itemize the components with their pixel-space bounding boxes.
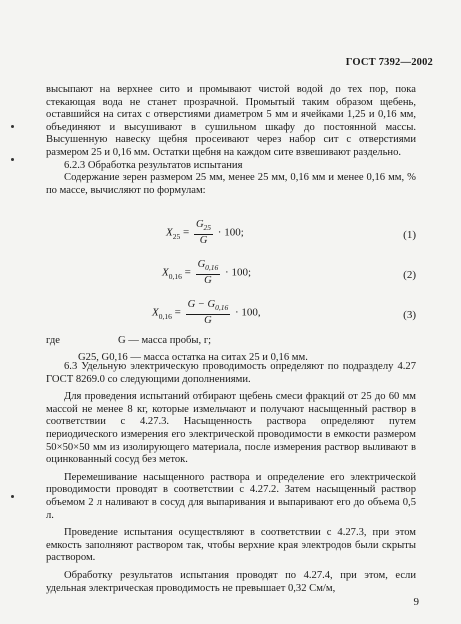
paragraph-result: Обработку результатов испытания проводят по 4.27.4, при этом, если удельная электрическая проводимость не превышает 0,32 См/м, [46,569,416,594]
fraction-denominator: G [199,235,208,247]
fraction-denominator: G [204,275,212,287]
formula-tail: · 100; [217,226,244,239]
where-row-g [46,335,416,348]
formula-lhs-sub: 0,16 [158,311,172,321]
paragraph-content: Содержание зерен размером 25 мм, менее 25 мм, 0,16 мм и менее 0,16 мм, % по массе, вычисляют по формулам: [46,172,416,196]
fraction-numerator-sub: 0,16 [205,263,219,273]
formula-fraction [196,259,221,287]
margin-mark [11,495,14,498]
formula-lhs: X [162,266,169,279]
formula-lhs: X [152,306,159,319]
formula-lhs-sub: 0,16 [168,271,182,281]
where-label: где [46,335,60,346]
definition-g25: G25, G0,16 — масса остатка на ситах 25 и 0,16 мм. [78,352,308,363]
formula-2: $X_{0,16}$ = $\frac{G_{0,16}}{G}$ · 100; (2) [162,259,416,287]
fraction-numerator: G − G [187,299,216,310]
margin-mark [11,158,14,161]
formula-tail: · 100; [225,266,252,279]
formula-lhs-sub: 25 [172,231,181,241]
margin-mark [11,125,14,128]
section-6-3: 6.3 Удельную электрическую проводимость определяют по подразделу 4.27 ГОСТ 8269.0 со следующими дополнениями. [46,361,416,385]
fraction-denominator: G [204,315,212,327]
formula-fraction [194,219,213,247]
formula-1: $X_{25}$ = $\frac{G_{25}}{G}$ · 100; (1) [166,219,416,247]
formula-3: $X_{0,16}$ = $\frac{G - G_{0,16}}{G}$ · 100, (3) [152,299,416,327]
formula-tail: · 100, [234,306,261,319]
fraction-numerator-sub: 25 [203,223,212,233]
body-text-2 [46,361,416,595]
formula-fraction [186,299,231,327]
formula-number: (2) [403,269,416,281]
formula-block [46,219,416,333]
fraction-numerator-sub: 0,16 [215,303,229,313]
section-heading-6-2-3: 6.2.3 Обработка результатов испытания [64,159,243,171]
fraction-numerator: G [195,219,204,230]
page-number: 9 [413,596,419,608]
formula-lhs: X [166,226,173,239]
fraction-numerator: G [197,259,206,270]
paragraph-mix: Перемешивание насыщенного раствора и определение его электрической проводимости проводят в соответствии с 4.27.2. Затем насыщенный раствор объемом 2 л наливают в сосуд для выпаривания и выпаривают его до объема 0,5 л. [46,471,416,521]
paragraph-intro: высыпают на верхнее сито и промывают чистой водой до тех пор, пока стекающая вода не станет прозрачной. Промытый таким образом щебень, оставшийся на ситах с отверстиями диаметром 5 мм и ячейками 1,25 и 0,16 мм, объединяют и высушивают в сушильном шкафу до постоянной массы. Высушенную навеску щебня просеивают через набор сит с отверстиями размером 25 и 0,16 мм. Остатки щебня на каждом сите взвешивают раздельно. [46,84,416,158]
standard-header: ГОСТ 7392—2002 [345,57,433,68]
definition-g: G — масса пробы, г; [118,335,212,346]
paragraph-conduct: Проведение испытания осуществляют в соответствии с 4.27.3, при этом емкость заполняют раствором так, чтобы верхние края электродов были скрыты раствором. [46,527,416,564]
formula-number: (3) [403,309,416,321]
paragraph-test: Для проведения испытаний отбирают щебень смеси фракций от 25 до 60 мм массой не менее 8 кг, которые измельчают и получают насыщенный раствор в соответствии с 4.27.3. Насыщенность раствора определяют путем периодического измерения его электрической проводимости в емкости размером 50×50×50 мм из изолирующего материала, после измерения раствор выливают в оцинкованный сосуд без меток. [46,391,416,466]
body-text [46,84,416,197]
formula-number: (1) [403,229,416,241]
